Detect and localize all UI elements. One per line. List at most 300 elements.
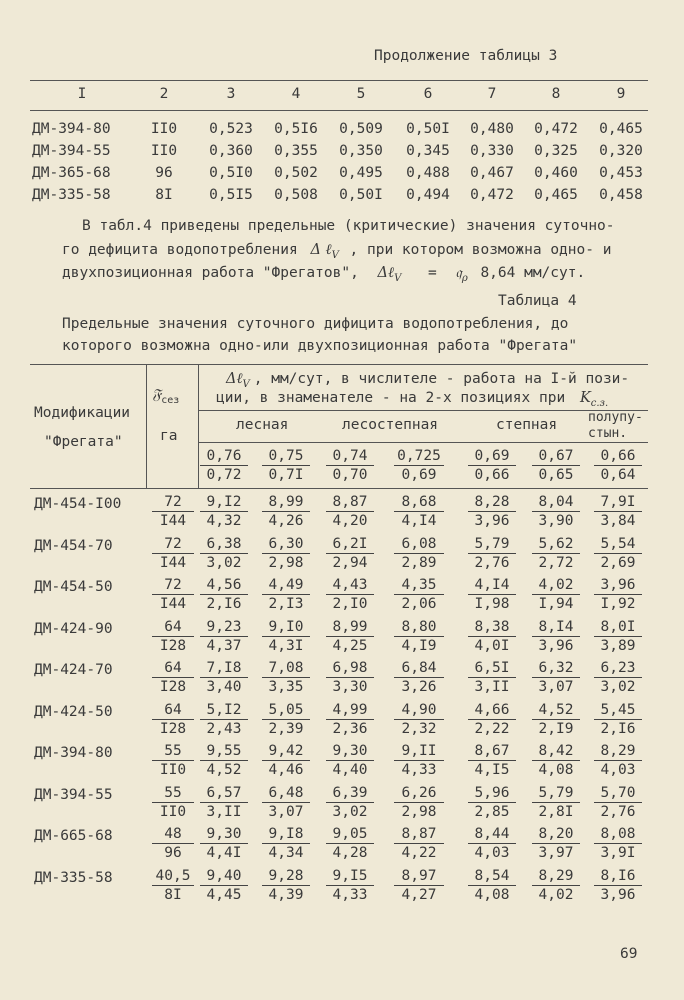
col-area-unit: га xyxy=(160,428,178,444)
table4-model-cell: ДМ-454-I00 xyxy=(34,496,122,512)
table3-cell: 0,509 xyxy=(339,121,383,137)
value-numerator: 4,99 xyxy=(326,702,374,720)
value-numerator: 8,42 xyxy=(532,743,580,761)
table4-value-cell xyxy=(532,785,580,820)
value-numerator: 6,5I xyxy=(468,660,516,678)
table3-header-cell: 9 xyxy=(616,86,626,102)
table4-value-cell xyxy=(594,619,642,654)
table3-cell: 0,50I xyxy=(406,121,450,137)
value-denominator: 4,33 xyxy=(332,886,368,903)
value-numerator: 9,30 xyxy=(200,826,248,844)
table3-cell: 0,360 xyxy=(209,143,253,159)
k-denominator: 0,69 xyxy=(401,467,437,483)
q-symbol: 𝔮 xyxy=(455,265,462,281)
delta-symbol: Δ ℓ xyxy=(310,242,332,258)
table3-cell: 0,465 xyxy=(599,121,643,137)
table3-cell: 0,5I0 xyxy=(209,165,253,181)
value-numerator: 8,0I xyxy=(594,619,642,637)
table3-header-cell: I xyxy=(77,86,87,102)
head-text: , мм/сут, в числителе - работа на I-й пози- xyxy=(253,371,630,387)
value-numerator: 9,II xyxy=(394,743,444,761)
table4-area-cell xyxy=(152,826,194,861)
value-denominator: 4,27 xyxy=(401,886,437,903)
table4-model-cell: ДМ-424-70 xyxy=(34,662,113,678)
value-denominator: 4,3I xyxy=(268,637,304,654)
head-line-1 xyxy=(226,371,629,390)
value-denominator: 2,89 xyxy=(401,554,437,571)
value-denominator: 4,08 xyxy=(538,762,574,778)
value-denominator: 2,69 xyxy=(600,554,636,571)
value-numerator: 4,35 xyxy=(394,577,444,595)
value-denominator: 4,46 xyxy=(268,762,304,778)
zone-steppe: степная xyxy=(496,417,558,433)
value-denominator: 4,20 xyxy=(332,513,368,529)
area-subscript: сез xyxy=(161,394,180,406)
area-numerator: 64 xyxy=(152,660,194,678)
value-numerator: 4,49 xyxy=(262,577,310,595)
table3-header-cell: 2 xyxy=(159,86,169,102)
table4-value-cell xyxy=(326,536,374,571)
k-denominator: 0,66 xyxy=(474,467,510,483)
value-denominator: 2,8I xyxy=(538,803,574,820)
value-numerator: 8,68 xyxy=(394,494,444,512)
table4-value-cell xyxy=(326,660,374,695)
area-denominator: I28 xyxy=(159,637,187,654)
table4-value-cell xyxy=(200,785,248,820)
table4-value-cell xyxy=(262,660,310,695)
value-numerator: 9,I2 xyxy=(200,494,248,512)
zones-rule xyxy=(198,442,648,443)
k-numerator: 0,76 xyxy=(200,448,248,466)
value-denominator: 2,98 xyxy=(268,554,304,571)
table4-value-cell xyxy=(326,577,374,612)
value-numerator: 8,99 xyxy=(262,494,310,512)
value-numerator: 6,39 xyxy=(326,785,374,803)
table4-value-cell xyxy=(394,660,444,695)
value-denominator: 2,I3 xyxy=(268,596,304,612)
table4-value-cell xyxy=(326,494,374,529)
table4-value-cell xyxy=(200,536,248,571)
table4-value-cell xyxy=(468,702,516,737)
paragraph-line-3 xyxy=(62,265,585,284)
value-denominator: 2,I0 xyxy=(332,596,368,612)
table3-cell: 0,330 xyxy=(470,143,514,159)
value-numerator: 6,08 xyxy=(394,536,444,554)
table4-value-cell xyxy=(468,536,516,571)
table4-value-cell xyxy=(394,702,444,737)
table4-value-cell xyxy=(394,494,444,529)
value-denominator: 2,72 xyxy=(538,554,574,571)
value-numerator: 6,48 xyxy=(262,785,310,803)
value-denominator: 3,II xyxy=(206,803,242,820)
paragraph-text: го дефицита водопотребления xyxy=(62,242,298,258)
page-number: 69 xyxy=(620,946,638,962)
value-denominator: 3,II xyxy=(474,679,510,695)
table3-cell: 0,5I5 xyxy=(209,187,253,203)
area-denominator: II0 xyxy=(159,803,187,820)
value-numerator: 8,97 xyxy=(394,868,444,886)
table4-model-cell: ДМ-424-90 xyxy=(34,620,113,637)
value-numerator: 8,67 xyxy=(468,743,516,761)
area-denominator: II0 xyxy=(159,762,187,778)
table4-value-cell xyxy=(594,826,642,861)
area-denominator: 96 xyxy=(164,845,182,861)
k-numerator: 0,67 xyxy=(532,448,580,466)
value-numerator: 8,99 xyxy=(326,619,374,637)
value-numerator: 6,32 xyxy=(532,660,580,678)
table4-value-cell xyxy=(326,619,374,654)
value-denominator: 2,94 xyxy=(332,554,368,571)
value-numerator: 8,44 xyxy=(468,826,516,844)
table4-area-cell xyxy=(152,702,194,737)
head-rule xyxy=(198,410,648,411)
k-subscript: с.з. xyxy=(590,397,609,409)
value-numerator: 4,I4 xyxy=(468,577,516,595)
value-denominator: 4,26 xyxy=(268,513,304,529)
value-denominator: 4,32 xyxy=(206,513,242,529)
page-header: Продолжение таблицы 3 xyxy=(374,48,558,64)
table4-area-cell xyxy=(152,577,194,612)
table4-value-cell xyxy=(594,702,642,737)
table4-value-cell xyxy=(262,619,310,654)
table3-cell: 0,50I xyxy=(339,187,383,203)
table3-model-cell: ДМ-394-80 xyxy=(32,121,111,137)
value-numerator: 8,I6 xyxy=(594,868,642,886)
table3-header-cell: 5 xyxy=(356,86,366,102)
area-numerator: 72 xyxy=(152,536,194,554)
value-denominator: 3,9I xyxy=(600,845,636,861)
equals-sign: = xyxy=(428,265,437,281)
value-numerator: 9,I5 xyxy=(326,868,374,886)
value-denominator: 2,32 xyxy=(401,720,437,737)
table4-value-cell xyxy=(532,577,580,612)
k-numerator: 0,725 xyxy=(394,448,444,466)
value-denominator: 3,07 xyxy=(268,803,304,820)
value-denominator: 4,I9 xyxy=(401,637,437,654)
table4-area-cell xyxy=(152,660,194,695)
table3-header-cell: 4 xyxy=(291,86,301,102)
table3-cell: 0,494 xyxy=(406,187,450,203)
k-denominator: 0,65 xyxy=(538,467,574,483)
k-coefficient xyxy=(326,448,374,483)
k-coefficient xyxy=(594,448,642,483)
table3-cell: II0 xyxy=(150,143,178,159)
value-denominator: 3,96 xyxy=(538,637,574,654)
value-numerator: 5,I2 xyxy=(200,702,248,720)
table4-value-cell xyxy=(262,743,310,778)
value-numerator: 8,28 xyxy=(468,494,516,512)
value-denominator: 4,33 xyxy=(401,762,437,778)
value-denominator: 4,37 xyxy=(206,637,242,654)
value-numerator: 4,43 xyxy=(326,577,374,595)
table4-area-cell xyxy=(152,868,194,903)
table4-value-cell xyxy=(200,868,248,903)
value-numerator: 5,79 xyxy=(468,536,516,554)
value-denominator: 2,98 xyxy=(401,803,437,820)
value-denominator: 2,I6 xyxy=(600,720,636,737)
value-denominator: 4,34 xyxy=(268,845,304,861)
value-denominator: 4,52 xyxy=(206,762,242,778)
table3-cell: 0,458 xyxy=(599,187,643,203)
value-denominator: 3,89 xyxy=(600,637,636,654)
area-denominator: 8I xyxy=(164,886,182,903)
table4-value-cell xyxy=(326,785,374,820)
table3-cell: 0,480 xyxy=(470,121,514,137)
value-numerator: 5,45 xyxy=(594,702,642,720)
table4-top-rule xyxy=(30,364,648,365)
table4-value-cell xyxy=(200,743,248,778)
col-area-header xyxy=(152,387,179,406)
table4-value-cell xyxy=(468,743,516,778)
table4-model-cell: ДМ-394-55 xyxy=(34,786,113,803)
table4-value-cell xyxy=(468,785,516,820)
head-text: ции, в знаменателе - на 2-х позициях при xyxy=(216,390,566,406)
zone-forest-steppe: лесостепная xyxy=(342,417,439,433)
value-numerator: 8,38 xyxy=(468,619,516,637)
value-denominator: 3,26 xyxy=(401,679,437,695)
table4-col-divider xyxy=(146,364,147,488)
table4-value-cell xyxy=(326,702,374,737)
table4-value-cell xyxy=(532,660,580,695)
table4-value-cell xyxy=(468,660,516,695)
table4-value-cell xyxy=(594,536,642,571)
table4-value-cell xyxy=(262,785,310,820)
value-numerator: 6,30 xyxy=(262,536,310,554)
table4-value-cell xyxy=(594,785,642,820)
area-numerator: 64 xyxy=(152,702,194,720)
table4-title-line-2: которого возможна одно-или двухпозиционная работа "Фрегата" xyxy=(62,338,578,354)
value-denominator: 2,39 xyxy=(268,720,304,737)
paragraph-line-1: В табл.4 приведены предельные (критические) значения суточно- xyxy=(82,218,615,234)
k-denominator: 0,70 xyxy=(332,467,368,483)
delta-symbol: Δℓ xyxy=(377,265,395,281)
value-denominator: 2,76 xyxy=(600,803,636,820)
value-denominator: 4,39 xyxy=(268,886,304,903)
area-numerator: 72 xyxy=(152,494,194,512)
value-numerator: 6,38 xyxy=(200,536,248,554)
table4-value-cell xyxy=(394,785,444,820)
table4-value-cell xyxy=(532,868,580,903)
table3-header-rule xyxy=(30,110,648,111)
table4-model-cell: ДМ-424-50 xyxy=(34,703,113,720)
value-denominator: 3,02 xyxy=(600,679,636,695)
value-numerator: 8,54 xyxy=(468,868,516,886)
table4-value-cell xyxy=(262,494,310,529)
table3-model-cell: ДМ-365-68 xyxy=(32,165,111,181)
delta-subscript: V xyxy=(331,249,339,261)
value-denominator: 2,43 xyxy=(206,720,242,737)
value-denominator: 4,28 xyxy=(332,845,368,861)
value-numerator: 6,23 xyxy=(594,660,642,678)
value-numerator: 4,02 xyxy=(532,577,580,595)
table4-value-cell xyxy=(594,577,642,612)
table3-cell: 0,320 xyxy=(599,143,643,159)
table4-value-cell xyxy=(532,743,580,778)
value-numerator: 9,23 xyxy=(200,619,248,637)
table4-value-cell xyxy=(394,743,444,778)
value-denominator: 3,30 xyxy=(332,679,368,695)
table3-cell: 0,465 xyxy=(534,187,578,203)
table4-value-cell xyxy=(394,619,444,654)
table3-cell: 0,355 xyxy=(274,143,318,159)
value-numerator: 9,40 xyxy=(200,868,248,886)
table4-value-cell xyxy=(200,494,248,529)
value-denominator: 3,02 xyxy=(332,803,368,820)
paragraph-text: двухпозиционная работа "Фрегатов", xyxy=(62,265,359,281)
value-denominator: I,98 xyxy=(474,596,510,612)
value-numerator: 5,62 xyxy=(532,536,580,554)
table4-value-cell xyxy=(326,826,374,861)
zone-forest: лесная xyxy=(236,417,289,433)
value-denominator: 3,07 xyxy=(538,679,574,695)
table4-model-cell: ДМ-454-70 xyxy=(34,537,113,554)
table4-value-cell xyxy=(326,868,374,903)
table4-value-cell xyxy=(468,619,516,654)
paragraph-line-2 xyxy=(62,242,611,261)
value-numerator: 8,87 xyxy=(394,826,444,844)
table4-value-cell xyxy=(200,826,248,861)
table4-value-cell xyxy=(532,826,580,861)
value-denominator: 3,02 xyxy=(206,554,242,571)
table4-value-cell xyxy=(594,660,642,695)
value-numerator: 8,04 xyxy=(532,494,580,512)
table4-area-cell xyxy=(152,619,194,654)
value-numerator: 8,29 xyxy=(594,743,642,761)
table4-value-cell xyxy=(532,494,580,529)
k-coefficient xyxy=(262,448,310,483)
table4-value-cell xyxy=(394,536,444,571)
value-denominator: 4,25 xyxy=(332,637,368,654)
value-numerator: 6,98 xyxy=(326,660,374,678)
table4-value-cell xyxy=(468,826,516,861)
value-numerator: 3,96 xyxy=(594,577,642,595)
table3-cell: 0,350 xyxy=(339,143,383,159)
value-denominator: 2,I6 xyxy=(206,596,242,612)
area-denominator: I44 xyxy=(159,513,187,529)
k-denominator: 0,7I xyxy=(268,467,304,483)
value-denominator: 2,22 xyxy=(474,720,510,737)
table3-cell: 0,5I6 xyxy=(274,121,318,137)
value-numerator: 5,96 xyxy=(468,785,516,803)
table4-value-cell xyxy=(394,577,444,612)
table3-cell: 0,345 xyxy=(406,143,450,159)
k-numerator: 0,69 xyxy=(468,448,516,466)
col-modification-line-2: "Фрегата" xyxy=(44,434,123,450)
area-numerator: 72 xyxy=(152,577,194,595)
table3-cell: 0,523 xyxy=(209,121,253,137)
value-denominator: 4,03 xyxy=(474,845,510,861)
table4-value-cell xyxy=(262,868,310,903)
table3-cell: 0,472 xyxy=(470,187,514,203)
value-numerator: 8,20 xyxy=(532,826,580,844)
table4-value-cell xyxy=(594,494,642,529)
k-coefficient xyxy=(200,448,248,483)
k-denominator: 0,64 xyxy=(600,467,636,483)
value-denominator: 4,I4 xyxy=(401,513,437,529)
area-denominator: I28 xyxy=(159,679,187,695)
k-numerator: 0,75 xyxy=(262,448,310,466)
value-numerator: 4,66 xyxy=(468,702,516,720)
value-numerator: 6,26 xyxy=(394,785,444,803)
k-coefficient xyxy=(468,448,516,483)
value-numerator: 9,30 xyxy=(326,743,374,761)
table3-model-cell: ДМ-335-58 xyxy=(32,187,111,203)
table4-value-cell xyxy=(394,868,444,903)
table4-model-cell: ДМ-665-68 xyxy=(34,828,113,844)
table3-cell: 0,453 xyxy=(599,165,643,181)
table3-cell: 0,325 xyxy=(534,143,578,159)
area-numerator: 64 xyxy=(152,619,194,637)
table3-cell: II0 xyxy=(150,121,178,137)
value-numerator: 8,08 xyxy=(594,826,642,844)
q-subscript: ρ xyxy=(461,272,468,284)
table3-header-cell: 8 xyxy=(551,86,561,102)
table4-value-cell xyxy=(468,868,516,903)
k-numerator: 0,74 xyxy=(326,448,374,466)
value-numerator: 8,80 xyxy=(394,619,444,637)
value-denominator: 4,45 xyxy=(206,886,242,903)
k-symbol: K xyxy=(579,390,591,406)
zone-semi-desert xyxy=(588,410,643,442)
table3-cell: 0,472 xyxy=(534,121,578,137)
value-numerator: 5,70 xyxy=(594,785,642,803)
value-denominator: 4,03 xyxy=(600,762,636,778)
table4-value-cell xyxy=(594,868,642,903)
table3-cell: 0,460 xyxy=(534,165,578,181)
value-numerator: 5,54 xyxy=(594,536,642,554)
paragraph-text: , при котором возможна одно- и xyxy=(349,242,612,258)
value-numerator: 6,57 xyxy=(200,785,248,803)
value-numerator: 4,90 xyxy=(394,702,444,720)
area-denominator: I28 xyxy=(159,720,187,737)
table4-col-divider xyxy=(198,364,199,488)
k-coefficient xyxy=(532,448,580,483)
table4-value-cell xyxy=(326,743,374,778)
zone-semi-desert-line-1: полупу- xyxy=(588,410,643,425)
table3-cell: 96 xyxy=(155,165,173,181)
table3-model-cell: ДМ-394-55 xyxy=(32,143,111,159)
delta-symbol: Δℓ xyxy=(226,371,243,387)
value-denominator: 4,22 xyxy=(401,845,437,861)
area-numerator: 55 xyxy=(152,743,194,761)
table4-value-cell xyxy=(200,702,248,737)
value-numerator: 9,05 xyxy=(326,826,374,844)
table3-cell: 0,502 xyxy=(274,165,318,181)
table4-value-cell xyxy=(532,702,580,737)
value-denominator: 4,I5 xyxy=(474,762,510,778)
table3-cell: 0,508 xyxy=(274,187,318,203)
table4-value-cell xyxy=(394,826,444,861)
value-numerator: 8,29 xyxy=(532,868,580,886)
value-numerator: 7,08 xyxy=(262,660,310,678)
value-numerator: 9,55 xyxy=(200,743,248,761)
value-denominator: 2,36 xyxy=(332,720,368,737)
table4-value-cell xyxy=(468,494,516,529)
table3-cell: 0,488 xyxy=(406,165,450,181)
table4-area-cell xyxy=(152,536,194,571)
table4-header-rule xyxy=(30,488,648,489)
value-numerator: 6,84 xyxy=(394,660,444,678)
value-denominator: 4,0I xyxy=(474,637,510,654)
value-denominator: 4,4I xyxy=(206,845,242,861)
table4-value-cell xyxy=(262,702,310,737)
value-denominator: I,92 xyxy=(600,596,636,612)
area-denominator: I44 xyxy=(159,554,187,571)
table4-value-cell xyxy=(532,619,580,654)
area-numerator: 55 xyxy=(152,785,194,803)
value-denominator: I,94 xyxy=(538,596,574,612)
value-numerator: 7,9I xyxy=(594,494,642,512)
